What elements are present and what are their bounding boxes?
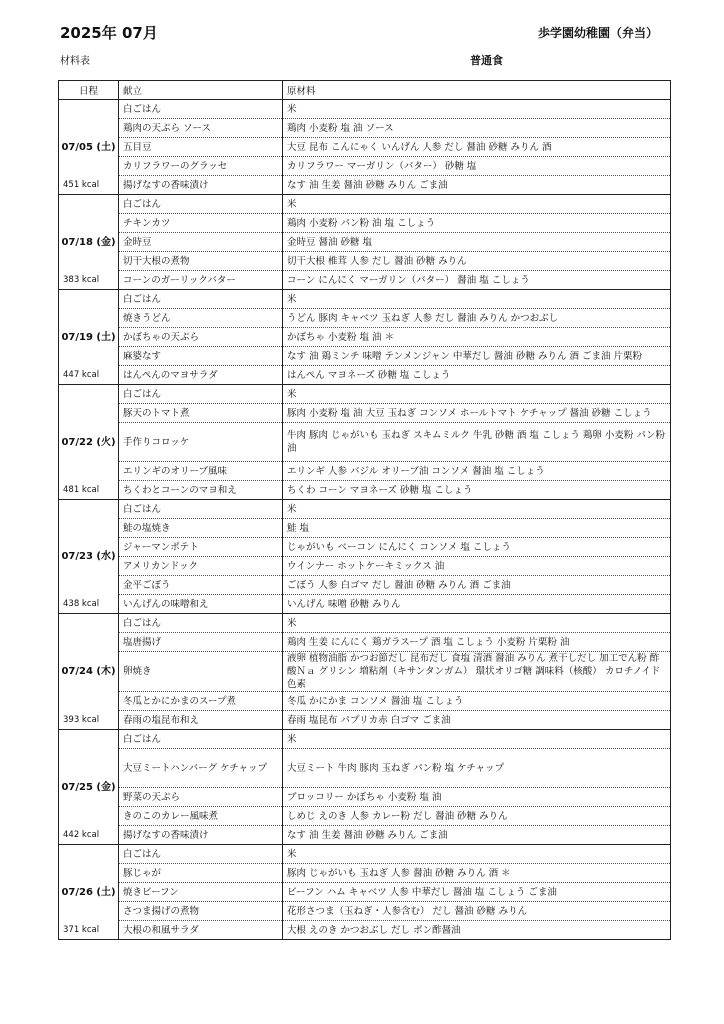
kcal-label: 393 kcal: [63, 715, 100, 725]
ingredients-cell: じゃがいも ベーコン にんにく コンソメ 塩 こしょう: [283, 538, 671, 557]
menu-dish-cell: ジャーマンポテト: [119, 538, 283, 557]
menu-dish-cell: 金時豆: [119, 233, 283, 252]
ingredients-cell: 米: [283, 195, 671, 214]
table-row: [59, 366, 671, 385]
ingredients-cell: 花形さつま（玉ねぎ・人参含む） だし 醤油 砂糖 みりん: [283, 902, 671, 921]
table-row: [59, 557, 671, 576]
ingredients-cell: 米: [283, 845, 671, 864]
menu-dish-cell: カリフラワーのグラッセ: [119, 157, 283, 176]
table-row: [59, 595, 671, 614]
page-title: 2025年 07月: [60, 24, 158, 42]
ingredients-cell: ブロッコリー かぼちゃ 小麦粉 塩 油: [283, 788, 671, 807]
table-row: [59, 883, 671, 902]
table-row: [59, 347, 671, 366]
menu-dish-cell: 焼きうどん: [119, 309, 283, 328]
ingredients-cell: ビーフン ハム キャベツ 人参 中華だし 醤油 塩 こしょう ごま油: [283, 883, 671, 902]
menu-dish-cell: 白ごはん: [119, 100, 283, 119]
table-row: [59, 157, 671, 176]
ingredients-cell: 牛肉 豚肉 じゃがいも 玉ねぎ スキムミルク 牛乳 砂糖 酒 塩 こしょう 鶏卵 小麦粉 パン粉 油: [283, 423, 671, 462]
kcal-label: 383 kcal: [63, 275, 100, 285]
date-cell: [59, 195, 119, 290]
date-label: 07/19 (土): [61, 331, 116, 343]
menu-dish-cell: 卵焼き: [119, 652, 283, 692]
table-row: [59, 214, 671, 233]
menu-dish-cell: 揚げなすの香味漬け: [119, 826, 283, 845]
ingredients-cell: 豚肉 小麦粉 塩 油 大豆 玉ねぎ コンソメ ホールトマト ケチャップ 醤油 砂糖 こしょう: [283, 404, 671, 423]
menu-dish-cell: 鮭の塩焼き: [119, 519, 283, 538]
date-cell: [59, 500, 119, 614]
table-row: [59, 309, 671, 328]
table-body: [59, 100, 671, 940]
table-row: [59, 176, 671, 195]
ingredients-cell: 鶏肉 小麦粉 塩 油 ソース: [283, 119, 671, 138]
table-row: [59, 271, 671, 290]
table-row: [59, 423, 671, 462]
date-label: 07/18 (金): [61, 236, 116, 248]
ingredients-cell: 鶏肉 生姜 にんにく 鶏ガラスープ 酒 塩 こしょう 小麦粉 片栗粉 油: [283, 633, 671, 652]
kcal-label: 442 kcal: [63, 830, 100, 840]
menu-dish-cell: 豚じゃが: [119, 864, 283, 883]
table-row: [59, 328, 671, 347]
ingredients-cell: 切干大根 椎茸 人参 だし 醤油 砂糖 みりん: [283, 252, 671, 271]
table-row: [59, 462, 671, 481]
date-label: 07/23 (水): [61, 551, 116, 562]
date-cell: [59, 845, 119, 940]
menu-dish-cell: 金平ごぼう: [119, 576, 283, 595]
menu-dish-cell: 塩唐揚げ: [119, 633, 283, 652]
date-label: 07/05 (土): [61, 141, 116, 153]
menu-dish-cell: 大根の和風サラダ: [119, 921, 283, 940]
ingredients-cell: ごぼう 人参 白ゴマ だし 醤油 砂糖 みりん 酒 ごま油: [283, 576, 671, 595]
menu-dish-cell: エリンギのオリーブ風味: [119, 462, 283, 481]
ingredients-cell: 大豆 昆布 こんにゃく いんげん 人参 だし 醤油 砂糖 みりん 酒: [283, 138, 671, 157]
ingredients-cell: エリンギ 人参 バジル オリーブ油 コンソメ 醤油 塩 こしょう: [283, 462, 671, 481]
table-row: [59, 652, 671, 692]
table-row: [59, 692, 671, 711]
table-row: [59, 845, 671, 864]
ingredients-cell: なす 油 生姜 醤油 砂糖 みりん ごま油: [283, 826, 671, 845]
column-header-ingredients: 原材料: [283, 81, 671, 100]
ingredients-cell: 大根 えのき かつおぶし だし ポン酢醤油: [283, 921, 671, 940]
menu-dish-cell: ちくわとコーンのマヨ和え: [119, 481, 283, 500]
ingredients-cell: うどん 豚肉 キャベツ 玉ねぎ 人参 だし 醤油 みりん かつおぶし: [283, 309, 671, 328]
menu-dish-cell: 焼きビーフン: [119, 883, 283, 902]
table-header-row: [59, 81, 671, 100]
menu-dish-cell: はんぺんのマヨサラダ: [119, 366, 283, 385]
table-row: [59, 195, 671, 214]
table-row: [59, 404, 671, 423]
table-row: [59, 749, 671, 788]
table-row: [59, 730, 671, 749]
column-header-date: 日程: [59, 81, 119, 100]
table-row: [59, 519, 671, 538]
date-cell: [59, 614, 119, 730]
ingredients-cell: いんげん 味噌 砂糖 みりん: [283, 595, 671, 614]
ingredients-cell: 米: [283, 730, 671, 749]
date-cell: [59, 290, 119, 385]
page-subtitle: 材料表: [60, 56, 90, 67]
table-row: [59, 711, 671, 730]
kcal-label: 481 kcal: [63, 485, 100, 495]
date-cell: [59, 100, 119, 195]
table-row: [59, 252, 671, 271]
date-label: 07/26 (土): [61, 886, 116, 898]
column-header-menu: 献立: [119, 81, 283, 100]
table-row: [59, 614, 671, 633]
menu-dish-cell: 豚天のトマト煮: [119, 404, 283, 423]
ingredients-cell: 冬瓜 かにかま コンソメ 醤油 塩 こしょう: [283, 692, 671, 711]
ingredients-cell: なす 油 鶏ミンチ 味噌 テンメンジャン 中華だし 醤油 砂糖 みりん 酒 ごま油 片栗粉: [283, 347, 671, 366]
ingredients-cell: 金時豆 醤油 砂糖 塩: [283, 233, 671, 252]
ingredients-cell: 豚肉 じゃがいも 玉ねぎ 人参 醤油 砂糖 みりん 酒 ＊: [283, 864, 671, 883]
ingredients-cell: ちくわ コーン マヨネーズ 砂糖 塩 こしょう: [283, 481, 671, 500]
school-name: 歩学園幼稚園（弁当）: [538, 26, 659, 40]
table-row: [59, 788, 671, 807]
ingredients-cell: コーン にんにく マーガリン（バター） 醤油 塩 こしょう: [283, 271, 671, 290]
date-label: 07/25 (金): [61, 781, 116, 793]
menu-dish-cell: 揚げなすの香味漬け: [119, 176, 283, 195]
menu-dish-cell: 白ごはん: [119, 614, 283, 633]
table-row: [59, 385, 671, 404]
table-row: [59, 100, 671, 119]
menu-dish-cell: 白ごはん: [119, 500, 283, 519]
ingredients-cell: はんぺん マヨネーズ 砂糖 塩 こしょう: [283, 366, 671, 385]
menu-dish-cell: きのこのカレー風味煮: [119, 807, 283, 826]
ingredients-cell: 米: [283, 100, 671, 119]
table-row: [59, 921, 671, 940]
menu-dish-cell: 白ごはん: [119, 845, 283, 864]
menu-dish-cell: アメリカンドック: [119, 557, 283, 576]
table-row: [59, 233, 671, 252]
ingredients-cell: 米: [283, 500, 671, 519]
menu-dish-cell: 五目豆: [119, 138, 283, 157]
menu-dish-cell: 鶏肉の天ぷら ソース: [119, 119, 283, 138]
table-row: [59, 138, 671, 157]
menu-dish-cell: コーンのガーリックバター: [119, 271, 283, 290]
table-row: [59, 826, 671, 845]
ingredients-cell: なす 油 生姜 醤油 砂糖 みりん ごま油: [283, 176, 671, 195]
table-row: [59, 290, 671, 309]
ingredients-cell: 鶏肉 小麦粉 パン粉 油 塩 こしょう: [283, 214, 671, 233]
ingredients-cell: 米: [283, 290, 671, 309]
menu-dish-cell: いんげんの味噌和え: [119, 595, 283, 614]
ingredients-table: [58, 80, 671, 940]
menu-dish-cell: 春雨の塩昆布和え: [119, 711, 283, 730]
menu-dish-cell: 白ごはん: [119, 195, 283, 214]
menu-dish-cell: 手作りコロッケ: [119, 423, 283, 462]
table-row: [59, 481, 671, 500]
ingredients-cell: ウインナー ホットケーキミックス 油: [283, 557, 671, 576]
table-row: [59, 633, 671, 652]
menu-dish-cell: 白ごはん: [119, 385, 283, 404]
ingredients-cell: しめじ えのき 人参 カレー粉 だし 醤油 砂糖 みりん: [283, 807, 671, 826]
kcal-label: 447 kcal: [63, 370, 100, 380]
kcal-label: 371 kcal: [63, 925, 100, 935]
menu-dish-cell: 切干大根の煮物: [119, 252, 283, 271]
menu-dish-cell: 麻婆なす: [119, 347, 283, 366]
table-row: [59, 864, 671, 883]
meal-type: 普通食: [470, 54, 503, 67]
menu-dish-cell: 野菜の天ぷら: [119, 788, 283, 807]
menu-dish-cell: 白ごはん: [119, 290, 283, 309]
ingredients-cell: 液卵 植物油脂 かつお節だし 昆布だし 食塩 清酒 醤油 みりん 煮干しだし 加工でん粉 酢酸Ｎａ グリシン 増粘剤（キサンタンガム） 環状オリゴ糖 調味料（核酸） カロチノイド色素: [283, 652, 671, 692]
menu-dish-cell: 冬瓜とかにかまのスープ煮: [119, 692, 283, 711]
ingredients-cell: かぼちゃ 小麦粉 塩 油 ＊: [283, 328, 671, 347]
date-label: 07/22 (火): [61, 436, 116, 448]
menu-dish-cell: さつま揚げの煮物: [119, 902, 283, 921]
kcal-label: 451 kcal: [63, 180, 100, 190]
table-row: [59, 500, 671, 519]
table-row: [59, 119, 671, 138]
ingredients-cell: 米: [283, 385, 671, 404]
ingredients-cell: 大豆ミート 牛肉 豚肉 玉ねぎ パン粉 塩 ケチャップ: [283, 749, 671, 788]
menu-dish-cell: チキンカツ: [119, 214, 283, 233]
kcal-label: 438 kcal: [63, 599, 100, 609]
table-row: [59, 807, 671, 826]
table-row: [59, 538, 671, 557]
table-row: [59, 902, 671, 921]
table-row: [59, 576, 671, 595]
date-cell: [59, 385, 119, 500]
menu-dish-cell: 大豆ミートハンバーグ ケチャップ: [119, 749, 283, 788]
date-cell: [59, 730, 119, 845]
date-label: 07/24 (木): [61, 666, 116, 677]
ingredients-cell: 米: [283, 614, 671, 633]
ingredients-cell: 鮭 塩: [283, 519, 671, 538]
menu-dish-cell: かぼちゃの天ぷら: [119, 328, 283, 347]
menu-dish-cell: 白ごはん: [119, 730, 283, 749]
ingredients-cell: 春雨 塩昆布 パプリカ赤 白ゴマ ごま油: [283, 711, 671, 730]
ingredients-cell: カリフラワー マーガリン（バター） 砂糖 塩: [283, 157, 671, 176]
